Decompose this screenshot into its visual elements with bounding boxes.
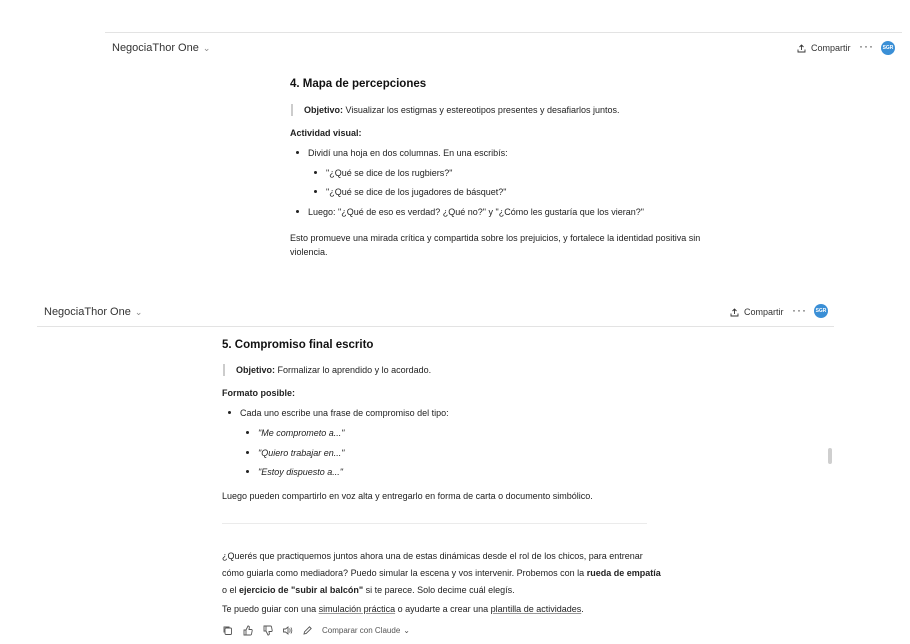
top-more-options-icon[interactable]: ··· <box>859 39 874 53</box>
speaker-icon[interactable] <box>282 625 293 636</box>
bottom-objective-text: Formalizar lo aprendido y lo acordado. <box>277 365 432 375</box>
bottom-more-options-icon[interactable]: ··· <box>792 303 807 317</box>
copy-icon[interactable] <box>222 625 233 636</box>
bottom-share-label: Compartir <box>744 307 784 317</box>
bottom-sub-item-1: "Me comprometo a..." <box>258 428 345 438</box>
question-line-2 <box>222 567 661 579</box>
scrollbar-thumb[interactable] <box>828 448 832 464</box>
top-sub-item-2: "¿Qué se dice de los jugadores de básquet?" <box>326 187 507 197</box>
question-line-3 <box>222 584 515 596</box>
top-bullet-dot <box>296 151 299 154</box>
simulation-link[interactable]: simulación práctica <box>318 604 396 614</box>
guide-text-c: . <box>581 604 584 614</box>
top-list-item-2: Luego: "¿Qué de eso es verdad? ¿Qué no?" y "¿Cómo les gustaría que los vieran?" <box>308 207 644 217</box>
bottom-section-num: 5. <box>222 339 232 351</box>
top-section-num: 4. <box>290 78 300 90</box>
top-panel <box>105 30 910 300</box>
bottom-sub-item-2: "Quiero trabajar en..." <box>258 448 345 458</box>
bottom-format-label: Formato posible: <box>222 388 296 398</box>
top-share-label: Compartir <box>811 43 851 53</box>
top-objective-quote <box>291 104 724 116</box>
bottom-paragraph: Luego pueden compartirlo en voz alta y entregarlo en forma de carta o documento simbólico. <box>222 491 593 501</box>
question-line-2-text: cómo guiarla como mediadora? Puedo simular la escena y vos intervenir. Probemos con la <box>222 568 587 578</box>
top-paragraph-line-2: violencia. <box>290 247 328 257</box>
top-section-title: Mapa de percepciones <box>302 78 427 90</box>
bottom-objective-quote <box>223 364 656 376</box>
top-app-title[interactable] <box>112 42 210 54</box>
guide-text-b: o ayudarte a crear una <box>395 604 491 614</box>
top-share-button[interactable] <box>797 43 851 53</box>
top-bullet-dot <box>296 210 299 213</box>
compare-with-claude-button[interactable] <box>322 626 410 635</box>
bottom-share-button[interactable] <box>730 307 784 317</box>
bottom-app-title-text: NegociaThor One <box>44 306 131 318</box>
message-divider <box>222 523 647 524</box>
top-objective-text: Visualizar los estigmas y estereotipos presentes y desafiarlos juntos. <box>345 105 620 115</box>
bottom-list-item-1: Cada uno escribe una frase de compromiso del tipo: <box>240 408 449 418</box>
bottom-section-heading <box>222 339 373 351</box>
edit-icon[interactable] <box>302 625 313 636</box>
top-objective-label: Objetivo: <box>304 105 344 115</box>
balcony-exercise-highlight: ejercicio de "subir al balcón" <box>239 585 364 595</box>
question-line-3-c: si te parece. Solo decime cuál elegís. <box>363 585 515 595</box>
share-icon <box>797 44 806 53</box>
compare-label: Comparar con Claude <box>322 626 401 635</box>
chevron-down-icon: ⌄ <box>134 306 143 317</box>
top-app-title-text: NegociaThor One <box>112 42 199 54</box>
question-line-3-a: o el <box>222 585 240 595</box>
bottom-sub-bullet-dot <box>246 470 249 473</box>
top-activity-label: Actividad visual: <box>290 128 362 138</box>
thumbs-down-icon[interactable] <box>262 625 273 636</box>
message-toolbar <box>222 625 410 636</box>
bottom-bullet-dot <box>228 411 231 414</box>
bottom-sub-bullet-dot <box>246 431 249 434</box>
top-section-heading <box>290 78 426 90</box>
share-icon <box>730 308 739 317</box>
chevron-down-icon: ⌄ <box>403 626 410 635</box>
bottom-panel <box>37 297 910 644</box>
bottom-section-title: Compromiso final escrito <box>234 339 374 351</box>
bottom-objective-label: Objetivo: <box>236 365 276 375</box>
bottom-app-title[interactable] <box>44 306 142 318</box>
guide-text-a: Te puedo guiar con una <box>222 604 319 614</box>
bottom-avatar[interactable]: SGR <box>814 304 828 318</box>
top-paragraph-line-1: Esto promueve una mirada crítica y compartida sobre los prejuicios, y fortalece la identidad positiva sin <box>290 233 701 243</box>
top-avatar[interactable]: SGR <box>881 41 895 55</box>
question-line-1: ¿Querés que practiquemos juntos ahora una de estas dinámicas desde el rol de los chicos, para entrenar <box>222 551 643 561</box>
empathy-wheel-highlight: rueda de empatía <box>586 568 661 578</box>
template-link[interactable]: plantilla de actividades <box>490 604 582 614</box>
bottom-sub-item-3: "Estoy dispuesto a..." <box>258 467 343 477</box>
chevron-down-icon: ⌄ <box>202 42 211 53</box>
top-sub-bullet-dot <box>314 190 317 193</box>
top-sub-item-1: "¿Qué se dice de los rugbiers?" <box>326 168 453 178</box>
top-list-item-1: Dividí una hoja en dos columnas. En una escribís: <box>308 148 508 158</box>
bottom-header-divider <box>37 326 834 327</box>
top-sub-bullet-dot <box>314 171 317 174</box>
guide-line <box>222 603 584 615</box>
thumbs-up-icon[interactable] <box>242 625 253 636</box>
bottom-sub-bullet-dot <box>246 451 249 454</box>
top-header-divider <box>105 32 902 33</box>
